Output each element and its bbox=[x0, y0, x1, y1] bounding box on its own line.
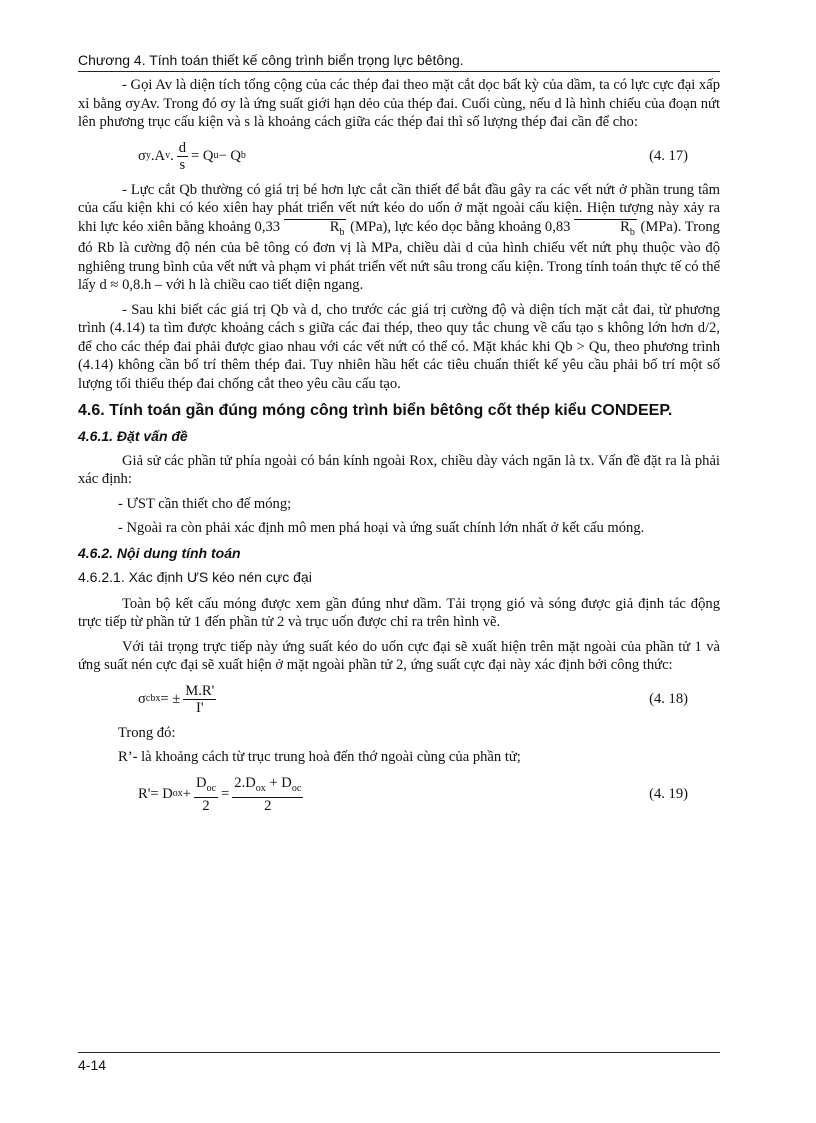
paragraph-1: - Gọi Av là diện tích tổng cộng của các thép đai theo mặt cắt dọc bất kỳ của dầm, ta có lực cực đại xấp xỉ bằng σyAv. Trong đó σy là ứng suất giới hạn dẻo của thép đai. Cuối cùng, nếu d là hình chiếu của đoạn nứt lên phương trục cấu kiện và s là khoảng cách giữa các thép đai thì số lượng thép đai cần để cho: bbox=[78, 77, 720, 130]
equation-4-19-body: R'= D ox + $\frac{D_{oc}}{2}$ = $\frac{2.D_{ox} + D_{oc}}{2}$ bbox=[138, 774, 302, 814]
list-item: - ƯST cần thiết cho đế móng; bbox=[118, 495, 292, 512]
list-item: - Ngoài ra còn phải xác định mô men phá hoại và ứng suất chính lớn nhất ở kết cấu móng. bbox=[118, 520, 645, 537]
paragraph-7: R’- là khoảng cách từ trục trung hoà đến thớ ngoài cùng của phần tử; bbox=[118, 749, 521, 766]
equation-4-17-body: σ y .A v . $\frac{d}{s}$ = Q u − Q b bbox=[138, 139, 246, 173]
paragraph-2: - Lực cắt Qb thường có giá trị bé hơn lực cắt cần thiết để bắt đầu gây ra các vết nứt ở phần trung tâm của cấu kiện khi có kéo xiên hay phát triển vết nứt kéo do uốn ở mặt ngoài cấu kiện. Hiện tượng này xảy ra khi lực kéo xiên bằng khoảng 0,33 $R_b$ (MPa), lực kéo dọc bằng khoảng 0,83 $R_b$ (MPa). Trong đó Rb là cường độ nén của bê tông có đơn vị là MPa, chiều dài d của hình chiếu vết nứt phụ thuộc vào độ nghiêng trung bình của vết nứt và phạm vi phát triển vết nứt sâu trong cấu kiện. Trong tính toán thực tế có thể lấy d ≈ 0,8.h – với h là chiều cao tiết diện ngang. bbox=[78, 181, 720, 294]
equation-number: (4. 18) bbox=[649, 691, 688, 708]
equation-4-19 bbox=[78, 775, 720, 814]
section-heading-4-6-2: 4.6.2. Nội dung tính toán bbox=[78, 544, 241, 561]
page-header: Chương 4. Tính toán thiết kế công trình biển trọng lực bêtông. bbox=[78, 52, 720, 72]
page bbox=[78, 0, 720, 1123]
paragraph-3: - Sau khi biết các giá trị Qb và d, cho trước các giá trị cường độ và diện tích mặt cắt đai, từ phương trình (4.14) ta tìm được khoảng cách s giữa các đai thép, theo quy tắc chung về cấu tạo s không lớn hơn d/2, để cho các thép đai phải được giao nhau với các vết nứt có thể có. Mặt khác khi Qb > Qu, theo phương trình (4.14) không cần bố trí thêm thép đai. Tuy nhiên hầu hết các tiêu chuẩn thiết kế yêu cầu phải bố trí một số lượng tối thiểu thép đai chống cắt theo yêu cầu cấu tạo. bbox=[78, 301, 720, 392]
equation-4-17 bbox=[78, 140, 720, 173]
equation-number: (4. 19) bbox=[649, 786, 688, 803]
section-heading-4-6: 4.6. Tính toán gần đúng móng công trình biển bêtông cốt thép kiểu CONDEEP. bbox=[78, 402, 673, 420]
equation-number: (4. 17) bbox=[649, 147, 688, 164]
paragraph-4: Giả sử các phần tử phía ngoài có bán kính ngoài Rox, chiều dày vách ngăn là tx. Vấn đề đặt ra là phải xác định: bbox=[78, 452, 720, 488]
equation-4-18 bbox=[78, 683, 720, 716]
section-heading-4-6-1: 4.6.1. Đặt vấn đề bbox=[78, 428, 188, 445]
paragraph-6: Với tải trọng trực tiếp này ứng suất kéo do uốn cực đại sẽ xuất hiện trên mặt ngoài của phần tử 1 và ứng suất nén cực đại sẽ xuất hiện ở mặt ngoài phần tử 2, ứng suất cực đại này xác định bởi công thức: bbox=[78, 638, 720, 674]
sqrt-rb: $R_b$ bbox=[574, 219, 637, 240]
paragraph-5: Toàn bộ kết cấu móng được xem gần đúng như dầm. Tải trọng gió và sóng được giả định tác động trực tiếp từ phần tử 1 đến phần tử 2 và trục uốn được chỉ ra trên hình vẽ. bbox=[78, 595, 720, 631]
section-heading-4-6-2-1: 4.6.2.1. Xác định ƯS kéo nén cực đại bbox=[78, 569, 312, 586]
document-body bbox=[78, 76, 720, 822]
sqrt-rb: $R_b$ bbox=[284, 219, 347, 240]
equation-4-18-body: σ cbx = ± $\frac{M.R'}{I'}$ bbox=[138, 682, 215, 716]
page-number: 4-14 bbox=[78, 1052, 720, 1073]
paragraph-trong-do: Trong đó: bbox=[118, 724, 176, 741]
